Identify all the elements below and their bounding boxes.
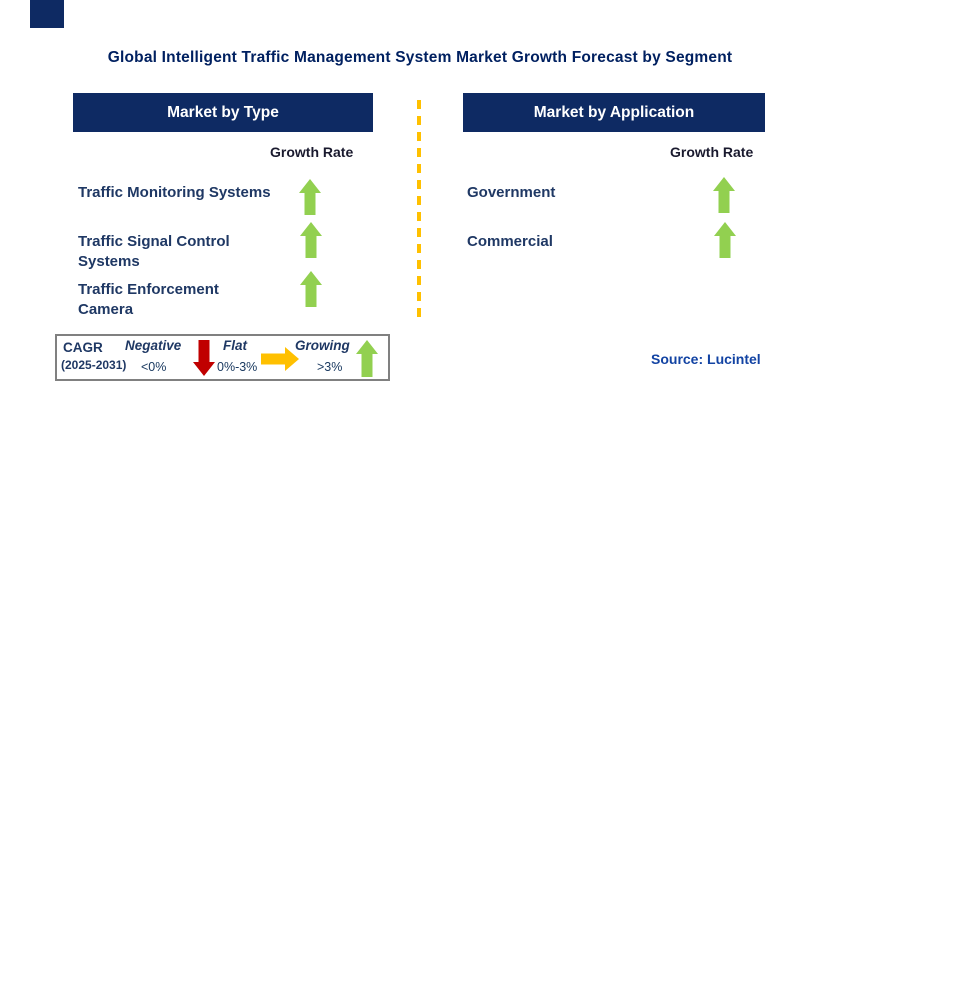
growth-up-arrow-shape	[714, 222, 736, 258]
negative-down-arrow-icon	[193, 340, 215, 376]
cagr-legend-box	[55, 334, 390, 381]
segment-label-commercial: Commercial	[467, 233, 553, 250]
growing-up-arrow-shape	[356, 340, 378, 377]
legend-negative-range: <0%	[141, 360, 167, 374]
cagr-period-label: (2025-2031)	[61, 358, 127, 372]
growth-rate-label-right: Growth Rate	[670, 144, 754, 160]
growth-up-arrow-icon	[299, 179, 321, 215]
growth-up-arrow-icon	[300, 222, 322, 258]
growth-rate-label-left: Growth Rate	[270, 144, 354, 160]
segment-label-traffic-signal-control-systems: Traffic Signal Control Systems	[78, 233, 230, 270]
segment-label-traffic-monitoring-systems: Traffic Monitoring Systems	[78, 184, 271, 201]
growth-up-arrow-shape	[299, 179, 321, 215]
segment-label-traffic-enforcement-camera: Traffic Enforcement Camera	[78, 281, 219, 318]
flat-right-arrow-shape	[261, 347, 299, 371]
negative-down-arrow-shape	[193, 340, 215, 376]
growth-up-arrow-shape	[713, 177, 735, 213]
growth-up-arrow-shape	[300, 271, 322, 307]
panel-header-market-by-application: Market by Application	[463, 93, 765, 132]
legend-negative-label: Negative	[125, 338, 182, 353]
growth-up-arrow-shape	[300, 222, 322, 258]
panel-header-market-by-type: Market by Type	[73, 93, 373, 132]
legend-flat-label: Flat	[223, 338, 248, 353]
panel-divider-dashed-line	[417, 100, 421, 324]
chart-title: Global Intelligent Traffic Management System Market Growth Forecast by Segment	[107, 49, 733, 66]
segment-label-government: Government	[467, 184, 556, 201]
growth-up-arrow-icon	[300, 271, 322, 307]
legend-growing-label: Growing	[295, 338, 350, 353]
source-attribution: Source: Lucintel	[651, 351, 761, 367]
legend-growing-range: >3%	[317, 360, 343, 374]
cagr-label: CAGR	[63, 340, 103, 355]
growth-up-arrow-icon	[713, 177, 735, 213]
corner-accent-square	[30, 0, 64, 28]
growing-up-arrow-icon	[356, 340, 378, 377]
flat-right-arrow-icon	[261, 347, 299, 371]
legend-flat-range: 0%-3%	[217, 360, 258, 374]
growth-up-arrow-icon	[714, 222, 736, 258]
